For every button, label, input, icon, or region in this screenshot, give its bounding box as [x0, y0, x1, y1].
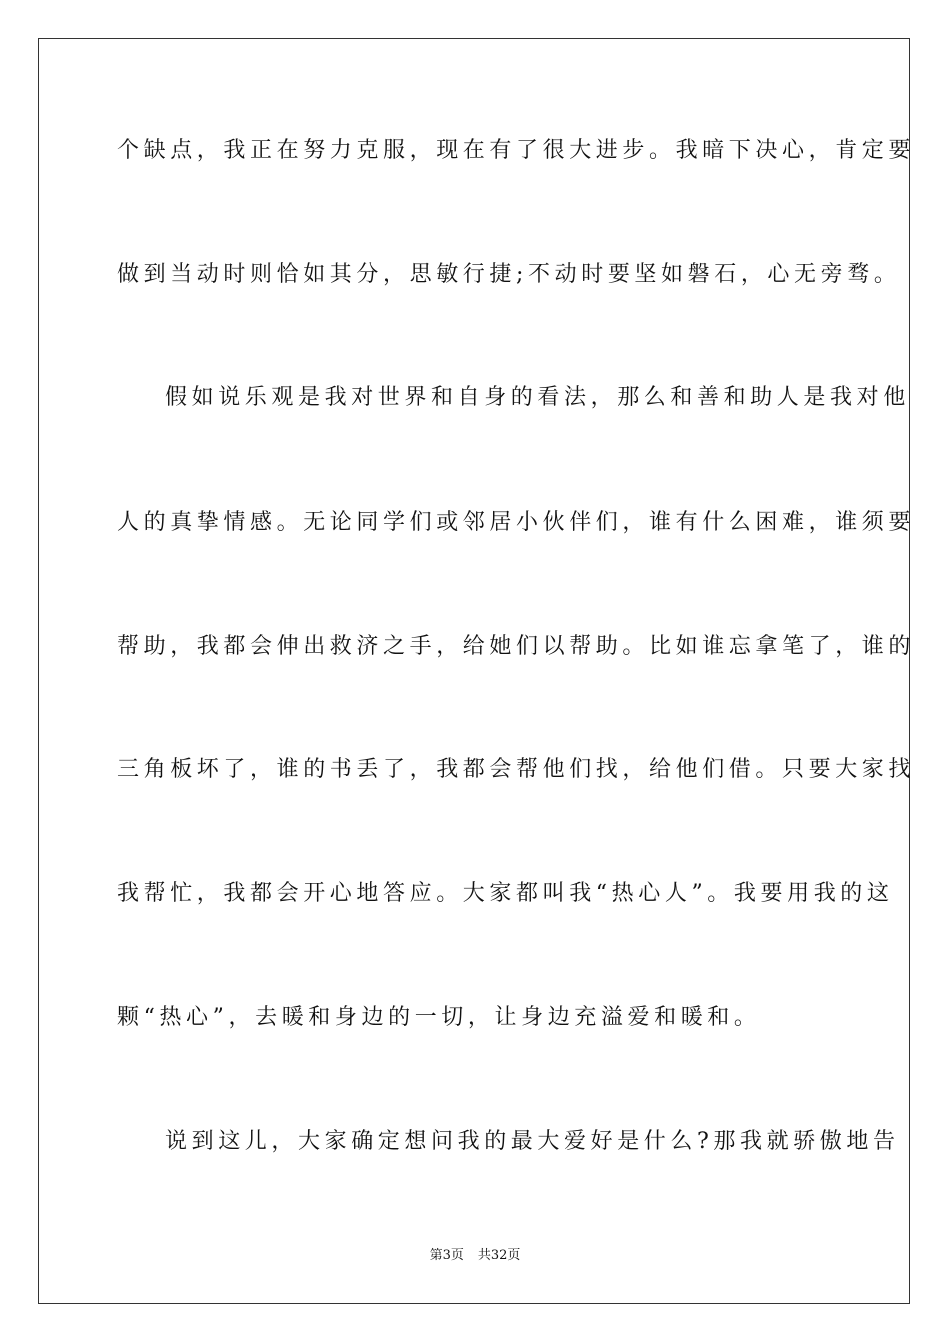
text-line-2: 做到当动时则恰如其分，思敏行捷;不动时要坚如磐石，心无旁骛。: [117, 262, 901, 287]
text-line-5: 帮助，我都会伸出救济之手，给她们以帮助。比如谁忘拿笔了，谁的: [117, 634, 916, 659]
page-border: [38, 38, 910, 1304]
page-number-current: 第3页: [429, 1248, 464, 1263]
page-number-total: 共32页: [477, 1248, 521, 1263]
text-line-6: 三角板坏了，谁的书丢了，我都会帮他们找，给他们借。只要大家找: [117, 757, 916, 782]
paragraph-start-line-9: 说到这儿，大家确定想问我的最大爱好是什么?那我就骄傲地告: [165, 1129, 900, 1154]
text-line-4: 人的真挚情感。无论同学们或邻居小伙伴们，谁有什么困难，谁须要: [117, 510, 916, 535]
text-line-7: 我帮忙，我都会开心地答应。大家都叫我“热心人”。我要用我的这: [117, 881, 894, 906]
text-line-8: 颗“热心”，去暖和身边的一切，让身边充溢爱和暖和。: [117, 1005, 761, 1030]
paragraph-start-line-3: 假如说乐观是我对世界和自身的看法，那么和善和助人是我对他: [165, 385, 910, 410]
page-footer: [0, 1247, 950, 1265]
text-line-1: 个缺点，我正在努力克服，现在有了很大进步。我暗下决心，肯定要: [117, 138, 916, 163]
